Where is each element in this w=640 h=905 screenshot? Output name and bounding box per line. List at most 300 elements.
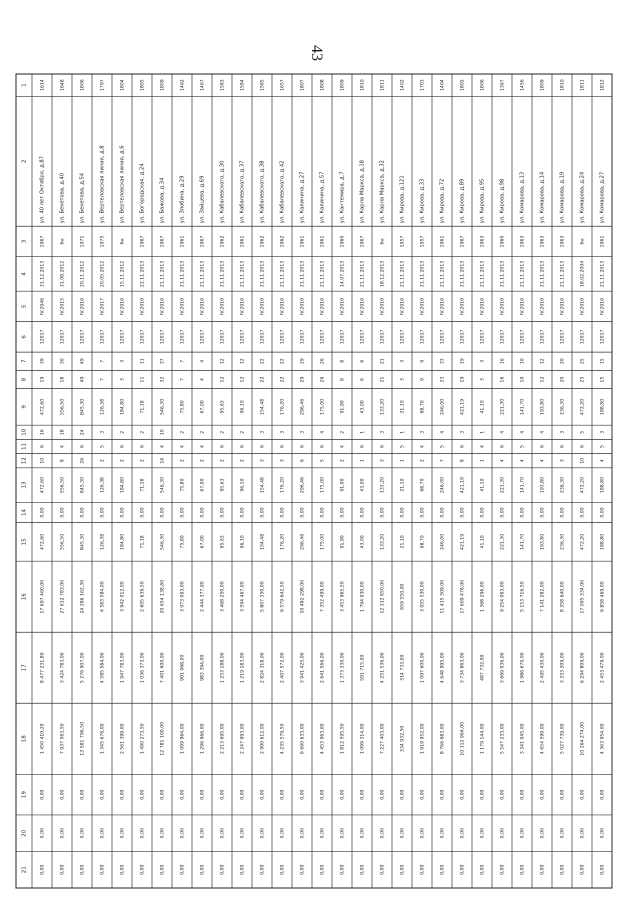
table-cell: 1807 — [300, 79, 306, 92]
table-cell: 12017 — [120, 329, 126, 345]
table-cell: 4 — [420, 445, 426, 448]
table-cell: 12017 — [340, 329, 346, 345]
column-number: 7 — [21, 359, 28, 363]
address-cell: ул. Бекетова, д.40 — [59, 172, 66, 224]
table-cell: 8 477 231,80 — [40, 652, 46, 684]
table-cell: 3 073 063,00 — [180, 581, 186, 613]
table-cell: 10 — [520, 358, 526, 365]
table-cell: 27 612 783,00 — [60, 579, 66, 614]
table-cell: 1808 — [320, 79, 326, 92]
table-cell: 1961 — [440, 235, 446, 248]
table-cell: 184,80 — [120, 533, 126, 550]
table-cell: 1456 — [520, 79, 526, 92]
table-cell: 21.11.2013 — [480, 260, 486, 288]
table-cell: 3 — [600, 430, 606, 434]
table-cell: IV.2016 — [580, 297, 586, 315]
table-cell: 0,00 — [500, 828, 506, 839]
table-cell: 4 — [340, 445, 346, 448]
table-cell: 546,30 — [160, 533, 166, 550]
table-cell: 1809 — [160, 79, 166, 92]
table-cell: 472,20 — [580, 398, 586, 415]
table-cell: 6 — [560, 445, 566, 448]
table-cell: 9 254 063,00 — [500, 581, 506, 613]
table-cell: 0,00 — [180, 507, 186, 518]
table-cell: 9 — [420, 359, 426, 363]
table-cell: 1963 — [480, 235, 486, 248]
table-cell: 0,00 — [300, 864, 306, 875]
table-cell: 0,00 — [540, 789, 546, 800]
table-cell: 21.11.2013 — [240, 260, 246, 288]
table-cell: 20 — [560, 376, 566, 383]
table-cell: 296,46 — [300, 477, 306, 494]
table-cell: 2 — [120, 430, 126, 434]
table-cell: 0,00 — [260, 828, 266, 839]
table-cell: 0,00 — [200, 828, 206, 839]
table-cell: 133,20 — [380, 477, 386, 494]
column-number: 5 — [21, 304, 28, 309]
table-cell: 25 — [580, 376, 586, 383]
table-cell: 1963 — [560, 235, 566, 248]
column-number: 21 — [21, 866, 28, 874]
table-cell: 0,00 — [460, 789, 466, 800]
table-cell: 7 — [180, 378, 186, 381]
table-cell: 1811 — [380, 79, 386, 92]
table-cell: 8 — [60, 459, 66, 463]
table-cell: 43,00 — [360, 478, 366, 492]
column-number: 1 — [21, 83, 28, 87]
table-cell: 0,00 — [80, 507, 86, 518]
table-cell: 4 — [320, 430, 326, 434]
table-cell: 1963 — [520, 235, 526, 248]
table-cell: 1 036 373,00 — [140, 652, 146, 684]
table-cell: 0,00 — [80, 864, 86, 875]
table-cell: 12017 — [480, 329, 486, 345]
table-cell: IV.2016 — [180, 297, 186, 315]
table-cell: 0,00 — [600, 864, 606, 875]
table-cell: 1802 — [460, 79, 466, 92]
table-cell: IV.2016 — [80, 297, 86, 315]
table-cell: 175,00 — [320, 398, 326, 415]
table-cell: 7 352 499,00 — [320, 581, 326, 613]
table-cell: 12017 — [220, 329, 226, 345]
table-cell: 5 — [100, 445, 106, 448]
table-cell: 4 — [200, 378, 206, 381]
table-cell: 49 — [80, 358, 86, 365]
table-cell: 21.11.2013 — [180, 260, 186, 288]
table-cell: 95,63 — [220, 535, 226, 549]
table-cell: 1805 — [140, 79, 146, 92]
table-cell: 3 — [560, 430, 566, 434]
table-cell: 11 415 309,00 — [440, 579, 446, 614]
table-cell: 11 — [140, 358, 146, 365]
address-cell: ул. Калинина, д.57 — [319, 171, 326, 224]
table-cell: 3 055 530,00 — [420, 581, 426, 613]
table-cell: 26 — [320, 358, 326, 365]
table-cell: 6 — [540, 445, 546, 448]
table-cell: 175,00 — [320, 477, 326, 494]
table-cell: 32 — [160, 376, 166, 383]
table-cell: 0,00 — [320, 507, 326, 518]
table-cell: 8 — [460, 459, 466, 463]
table-cell: IV.2016 — [300, 297, 306, 315]
table-cell: 0,00 — [440, 828, 446, 839]
table-cell: бн — [120, 238, 126, 245]
table-cell: 2 561 399,00 — [120, 723, 126, 755]
table-cell: 91,90 — [340, 400, 346, 414]
table-cell: 236,30 — [560, 398, 566, 415]
address-cell: ул. Бажова, д.34 — [159, 177, 166, 224]
table-cell: 21.11.2013 — [300, 260, 306, 288]
address-cell: ул. Бекетова, д.54 — [79, 172, 86, 224]
table-cell: 12 — [240, 358, 246, 365]
table-cell: 1975 — [100, 235, 106, 248]
table-cell: 68,70 — [420, 535, 426, 549]
table-cell: 176,20 — [280, 398, 286, 415]
table-cell: 3 — [380, 459, 386, 463]
table-cell: IV.2015 — [60, 297, 66, 315]
table-cell: 71,18 — [140, 535, 146, 549]
table-cell: 0,00 — [380, 864, 386, 875]
table-cell: 0,00 — [520, 789, 526, 800]
table-cell: 0,00 — [440, 864, 446, 875]
address-cell: ул. Кирова, д.98 — [499, 178, 506, 224]
table-cell: 0,00 — [40, 828, 46, 839]
table-cell: 95,63 — [220, 478, 226, 492]
table-cell: 0,00 — [420, 828, 426, 839]
table-cell: 1 986 670,00 — [520, 652, 526, 684]
table-cell: 6 — [140, 445, 146, 448]
table-cell: 901 068,00 — [180, 654, 186, 681]
column-number: 8 — [21, 377, 28, 382]
table-cell: 154,48 — [260, 533, 266, 550]
table-cell: 21.11.2013 — [520, 260, 526, 288]
table-cell: 10 112 964,00 — [460, 721, 466, 756]
table-cell: 2 — [200, 430, 206, 434]
address-cell: ул. Кантемира, д.7 — [339, 171, 346, 224]
table-cell: 0,00 — [140, 507, 146, 518]
table-cell: 1 179 144,00 — [480, 723, 486, 755]
address-cell: ул. Кирова, д.89 — [459, 178, 466, 224]
table-cell: IV.2016 — [240, 297, 246, 315]
table-cell: 0,00 — [480, 507, 486, 518]
table-cell: 0,00 — [100, 828, 106, 839]
table-cell: 2 407 572,00 — [280, 652, 286, 684]
table-cell: 0,00 — [360, 864, 366, 875]
table-cell: 1 919 952,00 — [420, 723, 426, 755]
table-cell: 15 — [600, 376, 606, 383]
table-cell: 20.05.2012 — [100, 260, 106, 288]
table-cell: 0,00 — [360, 828, 366, 839]
address-cell: ул. Кабалевского, д.30 — [219, 160, 226, 224]
table-cell: 12017 — [320, 329, 326, 345]
table-cell: 4 — [480, 445, 486, 448]
table-cell: 246,00 — [440, 477, 446, 494]
table-cell: 6 579 642,50 — [280, 581, 286, 613]
address-cell: ул. Злобина, д.29 — [179, 175, 186, 224]
table-cell: 10 — [160, 429, 166, 436]
table-cell: 12 312 850,00 — [380, 579, 386, 614]
column-number: 15 — [21, 538, 28, 546]
table-cell: 1809 — [540, 79, 546, 92]
table-cell: 0,00 — [40, 789, 46, 800]
table-cell: 556,50 — [60, 477, 66, 494]
table-cell: 41,10 — [480, 400, 486, 414]
table-cell: 3 468 250,00 — [220, 581, 226, 613]
table-cell: 1810 — [360, 79, 366, 92]
table-cell: 0,00 — [440, 789, 446, 800]
table-cell: 3 333 309,00 — [560, 652, 566, 684]
table-cell: 1 253 188,00 — [220, 652, 226, 684]
table-cell: 8 — [340, 378, 346, 381]
table-cell: 75,80 — [180, 400, 186, 414]
table-cell: 0,00 — [580, 789, 586, 800]
table-cell: IV.2016 — [480, 297, 486, 315]
table-cell: 91,90 — [340, 535, 346, 549]
table-cell: 2 — [420, 459, 426, 463]
table-cell: 845,30 — [80, 398, 86, 415]
table-cell: 0,00 — [460, 507, 466, 518]
table-cell: 4 251 536,00 — [380, 652, 386, 684]
table-cell: 2 453 479,00 — [600, 652, 606, 684]
table-cell: 421,19 — [460, 533, 466, 550]
table-cell: 2 — [340, 430, 346, 434]
table-cell: 0,00 — [160, 507, 166, 518]
table-cell: 1961 — [180, 235, 186, 248]
table-cell: 10 482 298,00 — [300, 579, 306, 614]
table-cell: 71,18 — [140, 478, 146, 492]
table-cell: 4 — [200, 359, 206, 363]
table-cell: 0,00 — [540, 864, 546, 875]
table-cell: 0,00 — [220, 789, 226, 800]
address-cell: ул. Кирова, д.72 — [439, 178, 446, 224]
table-cell: IV.2016 — [200, 297, 206, 315]
table-cell: IV.2016 — [600, 297, 606, 315]
table-cell: 39 — [40, 358, 46, 365]
table-cell: 2 641 566,00 — [320, 652, 326, 684]
table-cell: 12017 — [460, 329, 466, 345]
table-cell: 0,00 — [560, 507, 566, 518]
table-cell: 176,20 — [280, 477, 286, 494]
table-cell: 10 264 274,00 — [580, 721, 586, 756]
table-cell: 5 153 716,50 — [520, 581, 526, 613]
table-cell: 0,00 — [240, 828, 246, 839]
table-cell: 0,00 — [100, 789, 106, 800]
table-cell: 1 812 595,50 — [340, 723, 346, 755]
table-cell: 12017 — [380, 329, 386, 345]
table-cell: IV.2016 — [440, 297, 446, 315]
table-cell: 20 — [560, 358, 566, 365]
address-cell: ул. Зайцева, д.69 — [199, 175, 206, 224]
table-cell: 472,60 — [40, 533, 46, 550]
table-cell: 21.11.2013 — [280, 260, 286, 288]
table-cell: 5 027 739,00 — [560, 723, 566, 755]
table-cell: 21,10 — [400, 478, 406, 492]
table-cell: 0,00 — [220, 507, 226, 518]
table-cell: 176,20 — [280, 533, 286, 550]
table-cell: 334 932,50 — [400, 725, 406, 752]
table-cell: 184,80 — [120, 398, 126, 415]
table-cell: IV.2016 — [380, 297, 386, 315]
table-cell: 2 — [240, 430, 246, 434]
table-cell: 2 990 612,00 — [260, 723, 266, 755]
table-cell: 0,00 — [260, 789, 266, 800]
table-cell: 12017 — [80, 329, 86, 345]
column-number: 10 — [21, 428, 28, 436]
table-cell: 1462 — [180, 79, 186, 92]
table-cell: 591 715,00 — [360, 654, 366, 681]
table-cell: 22 — [280, 376, 286, 383]
table-cell: 1971 — [80, 235, 86, 248]
table-cell: 0,00 — [540, 507, 546, 518]
table-cell: 7 141 282,00 — [540, 581, 546, 613]
table-cell: 1614 — [40, 79, 46, 92]
table-cell: 188,80 — [600, 477, 606, 494]
table-cell: 7 937 563,50 — [60, 723, 66, 755]
table-cell: 3 — [260, 430, 266, 434]
table-cell: 0,00 — [440, 507, 446, 518]
table-cell: 18.02.2004 — [580, 260, 586, 288]
table-cell: 1703 — [420, 79, 426, 92]
column-number: 4 — [21, 272, 28, 276]
table-cell: 4 235 579,50 — [280, 723, 286, 755]
table-cell: 4 — [520, 430, 526, 434]
column-number: 6 — [21, 335, 28, 339]
table-cell: 1967 — [40, 235, 46, 248]
table-cell: 18 — [60, 429, 66, 436]
table-cell: 1962 — [220, 235, 226, 248]
table-cell: 246,00 — [440, 398, 446, 415]
table-cell: 20.11.2012 — [80, 260, 86, 288]
table-cell: IV.2016 — [560, 297, 566, 315]
column-number: 9 — [21, 405, 28, 409]
table-cell: 188,80 — [600, 533, 606, 550]
table-cell: 12017 — [240, 329, 246, 345]
table-cell: 6 — [280, 445, 286, 448]
table-cell: 3 424 783,00 — [60, 652, 66, 684]
table-cell: 37 — [160, 358, 166, 365]
table-cell: 0,00 — [240, 789, 246, 800]
table-cell: 4 363 954,00 — [600, 723, 606, 755]
column-number: 16 — [21, 593, 28, 601]
table-cell: 12017 — [400, 329, 406, 345]
table-cell: 6 690 633,00 — [300, 723, 306, 755]
table-cell: 67,00 — [200, 535, 206, 549]
table-cell: 21.11.2013 — [500, 260, 506, 288]
table-cell: 26 — [80, 457, 86, 464]
table-cell: 236,30 — [560, 477, 566, 494]
table-cell: 12017 — [300, 329, 306, 345]
table-cell: 2 — [240, 459, 246, 463]
table-cell: 0,00 — [300, 507, 306, 518]
table-cell: IV.2016 — [160, 297, 166, 315]
column-number: 11 — [21, 442, 28, 450]
table-cell: 6 — [220, 445, 226, 448]
table-cell: 10 — [580, 457, 586, 464]
table-cell: 1806 — [480, 79, 486, 92]
table-cell: 1404 — [440, 79, 446, 92]
table-cell: 67,00 — [200, 400, 206, 414]
table-cell: 1960 — [340, 235, 346, 248]
table-cell: 246,00 — [440, 533, 446, 550]
table-cell: 546,30 — [160, 398, 166, 415]
table-cell: 12017 — [600, 329, 606, 345]
address-cell: ул. Комарова, д.13 — [519, 171, 526, 224]
table-cell: 983 394,00 — [200, 654, 206, 681]
table-cell: бн — [580, 238, 586, 245]
table-cell: 41,10 — [480, 478, 486, 492]
table-cell: 0,00 — [60, 864, 66, 875]
table-cell: 12017 — [420, 329, 426, 345]
table-cell: 30 — [60, 358, 66, 365]
table-cell: 1967 — [160, 235, 166, 248]
table-cell: 0,00 — [480, 864, 486, 875]
table-cell: 21.11.2013 — [400, 260, 406, 288]
table-cell: IV.2016 — [420, 297, 426, 315]
table-cell: 49 — [80, 376, 86, 383]
table-cell: 1 097 600,00 — [420, 652, 426, 684]
table-cell: 29 — [300, 376, 306, 383]
table-cell: 21.11.2013 — [460, 260, 466, 288]
table-cell: 1961 — [600, 235, 606, 248]
table-cell: 1961 — [320, 235, 326, 248]
table-cell: 0,00 — [460, 828, 466, 839]
table-cell: 0,00 — [460, 864, 466, 875]
table-cell: 0,00 — [600, 828, 606, 839]
table-cell: 0,00 — [500, 789, 506, 800]
table-cell: 5 — [400, 445, 406, 448]
table-cell: 25 — [580, 358, 586, 365]
table-cell: 3 942 012,00 — [120, 581, 126, 613]
table-cell: 154,48 — [260, 398, 266, 415]
table-cell: 3 — [300, 430, 306, 434]
table-cell: 21.11.2013 — [160, 260, 166, 288]
table-cell: 2 — [100, 459, 106, 463]
table-cell: 4 453 963,00 — [320, 723, 326, 755]
table-cell: 3 734 863,00 — [460, 652, 466, 684]
table-cell: 1467 — [200, 79, 206, 92]
table-cell: 0,00 — [180, 789, 186, 800]
table-cell: 21.11.2013 — [440, 260, 446, 288]
table-cell: 0,00 — [380, 507, 386, 518]
table-cell: 487 732,00 — [480, 654, 486, 681]
table-cell: 26 — [320, 376, 326, 383]
table-cell: IV.2016 — [460, 297, 466, 315]
table-cell: 6 — [300, 459, 306, 463]
table-cell: 1 099 314,00 — [360, 723, 366, 755]
address-cell: ул. Вертеловская линия, д.8 — [99, 145, 106, 224]
table-cell: 6 — [360, 445, 366, 448]
table-cell: 0,00 — [120, 864, 126, 875]
table-cell: 5 — [600, 445, 606, 448]
table-cell: бн — [60, 238, 66, 245]
table-cell: IV.2016 — [520, 297, 526, 315]
table-cell: IV.2016 — [220, 297, 226, 315]
table-cell: 5 — [320, 459, 326, 463]
table-cell: IV.2016 — [400, 297, 406, 315]
table-cell: 0,00 — [160, 864, 166, 875]
address-cell: ул. Кабалевского, д.37 — [239, 160, 246, 224]
table-cell: 0,00 — [240, 864, 246, 875]
table-cell: 19 — [40, 376, 46, 383]
table-cell: 6 858 469,00 — [600, 581, 606, 613]
address-cell: ул. Кирова, д.95 — [479, 178, 486, 224]
table-cell: 1 — [480, 430, 486, 434]
table-cell: 1 296 966,00 — [200, 723, 206, 755]
table-cell: 5 276 907,00 — [80, 652, 86, 684]
table-cell: 193,80 — [540, 477, 546, 494]
table-cell: 2 444 377,00 — [200, 581, 206, 613]
table-cell: бн — [380, 238, 386, 245]
